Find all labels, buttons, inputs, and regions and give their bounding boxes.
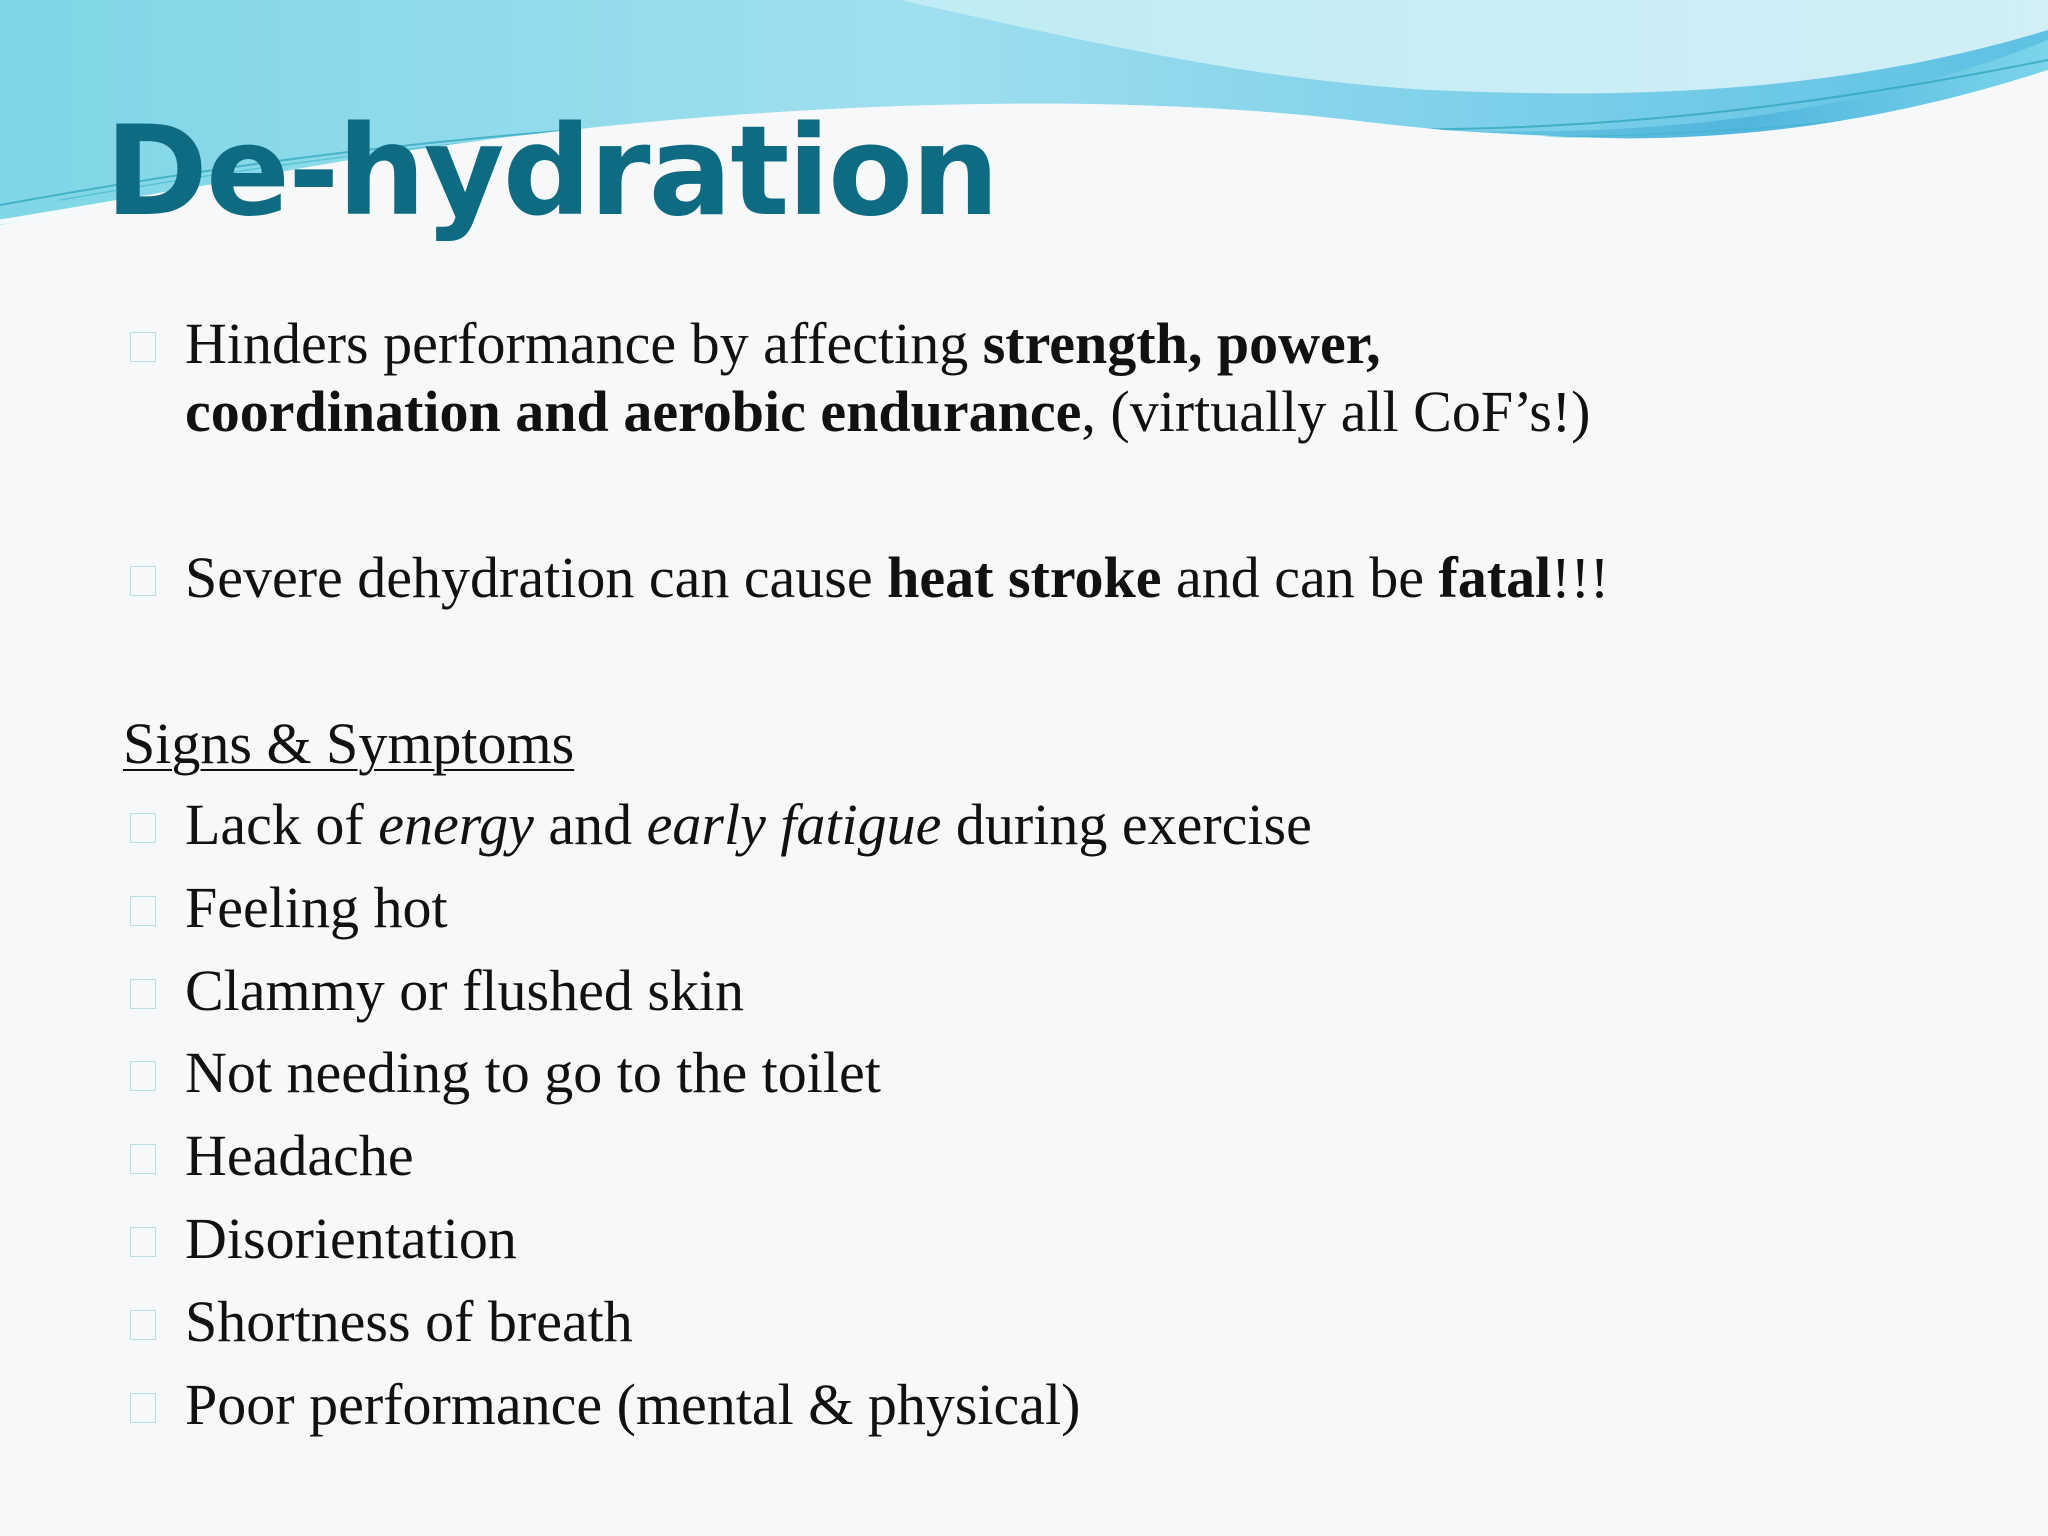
- sign-text: Headache: [185, 1123, 414, 1188]
- sign-text: Lack of energy and early fatigue during exercise: [185, 792, 1312, 857]
- bullet-box-icon: [130, 813, 156, 843]
- bullet-box-icon: [130, 979, 156, 1009]
- sign-text: Shortness of breath: [185, 1289, 633, 1354]
- bullet-box-icon: [130, 332, 156, 362]
- bullet-text: Severe dehydration can cause heat stroke and can be fatal!!!: [185, 545, 1610, 610]
- bullet-box-icon: [130, 1227, 156, 1257]
- bullet-line-2: coordination and aerobic endurance, (virtually all CoF’s!): [185, 379, 1591, 444]
- bullet-text: [185, 310, 1590, 446]
- signs-symptoms-heading: Signs & Symptoms: [123, 711, 575, 776]
- bullet-box-icon: [130, 896, 156, 926]
- bullet-box-icon: [130, 1310, 156, 1340]
- bullet-box-icon: [130, 566, 156, 596]
- bullet-box-icon: [130, 1144, 156, 1174]
- sign-text: Poor performance (mental & physical): [185, 1372, 1081, 1437]
- bullet-box-icon: [130, 1061, 156, 1091]
- bullet-line-1: Hinders performance by affecting strength, power,: [185, 311, 1381, 376]
- sign-text: Disorientation: [185, 1206, 517, 1271]
- slide-title: De-hydration: [105, 100, 998, 244]
- sign-text: Not needing to go to the toilet: [185, 1040, 881, 1105]
- sign-text: Clammy or flushed skin: [185, 958, 745, 1023]
- bullet-box-icon: [130, 1393, 156, 1423]
- sign-text: Feeling hot: [185, 875, 448, 940]
